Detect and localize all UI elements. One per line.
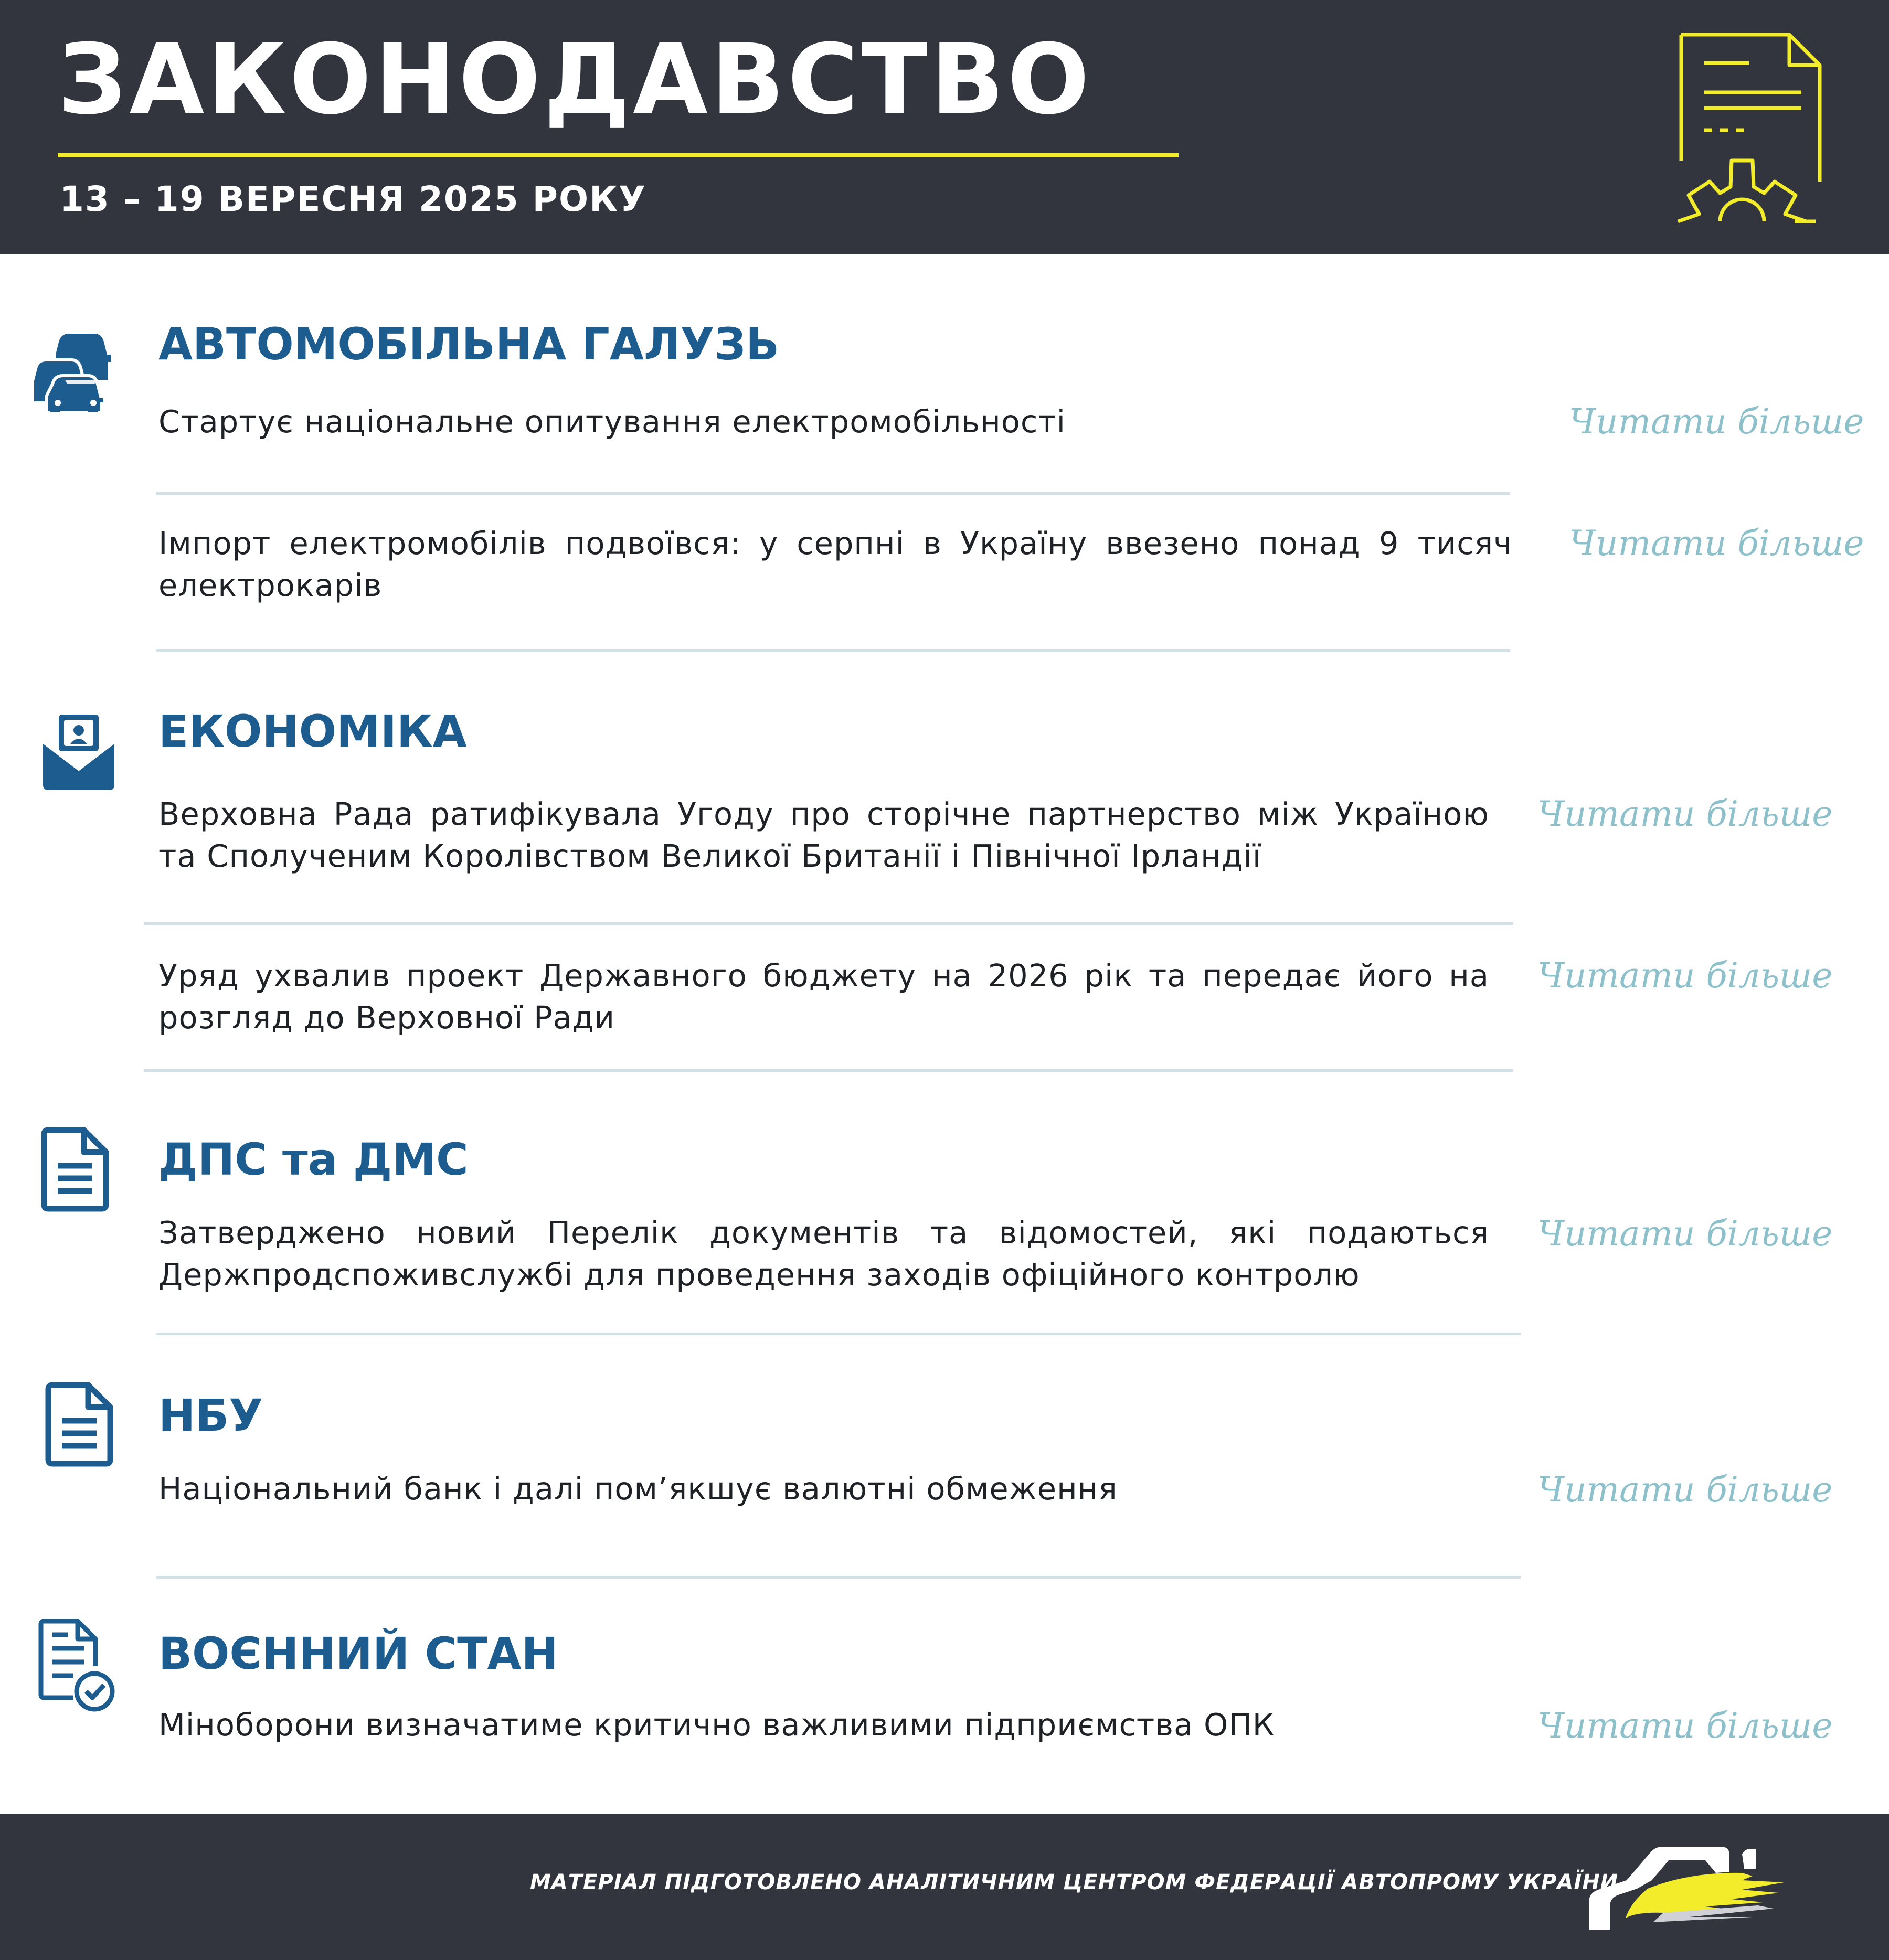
section-title-nbu: НБУ [158, 1390, 263, 1441]
divider [156, 1576, 1521, 1579]
footer [0, 1814, 1889, 1960]
divider [156, 1333, 1521, 1335]
money-envelope-icon [41, 715, 116, 790]
page-title: ЗАКОНОДАВСТВО [58, 24, 1093, 136]
federation-logo [1585, 1840, 1795, 1935]
document-gear-icon [1673, 29, 1846, 234]
document-check-icon [37, 1619, 115, 1712]
footer-credit: МАТЕРІАЛ ПІДГОТОВЛЕНО АНАЛІТИЧНИМ ЦЕНТРОМ ФЕДЕРАЦІЇ АВТОПРОМУ УКРАЇНИ [530, 1870, 1619, 1894]
title-underline [58, 153, 1179, 157]
news-item-economy-1[interactable]: Верховна Рада ратифікувала Угоду про сторічне партнерство між Україною та Сполученим Королівством Великої Британії і Північної Ірландії [158, 796, 1489, 874]
divider [144, 922, 1513, 925]
read-more-link[interactable]: Читати більше [1537, 955, 1833, 996]
divider [156, 649, 1510, 652]
section-title-martial: ВОЄННИЙ СТАН [158, 1628, 558, 1679]
document-icon [39, 1127, 109, 1212]
section-title-auto: АВТОМОБІЛЬНА ГАЛУЗЬ [158, 318, 780, 370]
news-item-auto-1[interactable]: Стартує національне опитування електромобільності [158, 403, 1066, 440]
read-more-link[interactable]: Читати більше [1537, 1469, 1833, 1510]
read-more-link[interactable]: Читати більше [1537, 1706, 1833, 1746]
header [0, 0, 1889, 254]
news-item-economy-2[interactable]: Уряд ухвалив проект Державного бюджету на 2026 рік та передає його на розгляд до Верховної Ради [158, 957, 1489, 1036]
document-icon [43, 1382, 113, 1467]
divider [156, 492, 1510, 495]
news-item-nbu-1[interactable]: Національний банк і далі пом’якшує валютні обмеження [158, 1471, 1118, 1507]
news-item-martial-1[interactable]: Міноборони визначатиме критично важливими підприємства ОПК [158, 1707, 1275, 1743]
divider [144, 1069, 1513, 1072]
read-more-link[interactable]: Читати більше [1537, 794, 1833, 834]
section-title-economy: ЕКОНОМІКА [158, 706, 467, 757]
news-item-dps-1[interactable]: Затверджено новий Перелік документів та відомостей, які подаються Держпродспоживслужбі для проведення заходів офіційного контролю [158, 1215, 1489, 1293]
date-range: 13 – 19 ВЕРЕСНЯ 2025 РОКУ [60, 179, 646, 219]
read-more-link[interactable]: Читати більше [1569, 523, 1864, 563]
read-more-link[interactable]: Читати більше [1537, 1213, 1833, 1254]
read-more-link[interactable]: Читати більше [1569, 401, 1864, 442]
section-title-dps: ДПС та ДМС [158, 1134, 469, 1185]
cars-icon [33, 329, 113, 412]
news-item-auto-2[interactable]: Імпорт електромобілів подвоївся: у серпні в Україну ввезено понад 9 тисяч електрокарів [158, 525, 1512, 603]
